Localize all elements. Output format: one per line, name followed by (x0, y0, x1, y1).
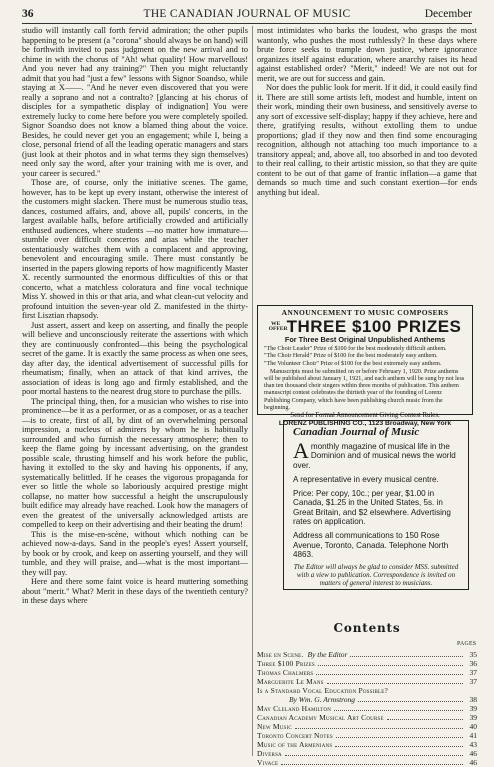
toc-entry-author: By the Editor (307, 650, 348, 659)
journal-ad-price: Price: Per copy, 10c.; per year, $1.00 in Canada, $1.25 in the United States, 5s. in Great Britain, and $2 elsewhere. Advertising rates on application. (293, 489, 451, 527)
body-paragraph: The principal thing, then, for a musician who wishes to rise into prominence—be it as a performer, or as a composer, or as a teacher—is to create, first of all, by dint of an overwhelming personal impression, a nucleus of admirers by whom he is habitually surrounded and who furnish the necessary atmosphere; then to keep the flame going by incessant advertising, on the grandest possible scale, thrusting himself and his work before the public, having it extolled to the sky and having his opponents, if any, systematically belittled. If he ceases the vigorous propaganda for ever so little the whole so laboriously acquired prestige might collapse, no matter how successful a height the unscrupulously built edifice may already have reached. Look how the managers of even the greatest of the universally acknowledged artists are compelled to keep on their advertising and their beating the drum! (22, 396, 248, 529)
body-paragraph: studio will instantly call forth fervid admiration; the other pupils happening to be present (a "corona" should always be on hand) will be forthwith invited to pass judgment on the new arrival and to chime in with the chorus of "Ah! what quality! How marvellous! And you never had any training?" Then you might reluctantly admit that you had "just a few" lessons with Signor Soandso, while staying at X——. "And he never even discovered that you were really a soprano and not a contralto? [glancing at his chorus of disciples for a sympathetic display of indignation] You were extremely lucky to come here before you were completely spoiled. Signor Soandso does not know a blamed thing about the voice. Besides, he could never get you an engagement; while I, being a close, personal friend of all the leading operatic managers and stars (just look at their photos and in what terms they sign themselves) need only say the word, after your training with me is over, and your career is secured." (22, 26, 248, 178)
toc-entry-title: Thomas Chalmers (257, 668, 314, 677)
we-offer-label: WE OFFER (268, 320, 288, 333)
toc-entry-page: 39 (469, 713, 477, 722)
journal-advertisement (283, 420, 469, 590)
prize-headline-row (264, 318, 466, 336)
toc-entry-title: May Cleland Hamilton (257, 704, 332, 713)
prize-subheadline: For Three Best Original Unpublished Anthems (284, 335, 446, 345)
toc-entry[interactable] (257, 740, 477, 749)
page-number: 36 (22, 8, 34, 20)
table-of-contents (257, 650, 477, 767)
body-paragraph: Those are, of course, only the initiative scenes. The game, however, has to be kept up every instant, otherwise the interest of the customers might slacken. There must be numerous studio teas, dances, costumed affairs, and, above all, pupils' concerts, in the largest available halls, before artificially crowded and artificially enthused audiences, where students —no matter how immature—stumble over difficult concertos and arias while the teacher ostentatiously watches them with a complacent and approving, benevolent and encouraging smile. There must constantly be inserted in the papers glowing reports of how magnificently Master X. recently surmounted the enormous difficulties of this or that concerto, what a matchless coloratura and fine vocal technique Miss Y. showed in this or that aria, and what clean-cut velocity and profound intuition the seven-year old Z. manifested in the thirty-first Lisztian rhapsody. (22, 178, 248, 320)
toc-entry[interactable] (257, 659, 477, 668)
toc-entry[interactable] (257, 713, 477, 722)
toc-entry-page: 40 (469, 722, 477, 731)
toc-leader-dots (336, 737, 463, 738)
journal-ad-editor-note: The Editor will always be glad to consider MSS. submitted with a view to publication. Correspondence is invited on matters of general interest to musicians. (293, 563, 459, 587)
toc-entry[interactable] (257, 722, 477, 731)
toc-entry-page: 36 (469, 659, 477, 668)
journal-ad-description (293, 438, 459, 470)
prize-item: "The Choir Herald" Prize of $100 for the best moderately easy anthem. (264, 353, 438, 360)
toc-entry[interactable] (257, 650, 477, 659)
prize-announcement: ANNOUNCEMENT TO MUSIC COMPOSERS (281, 308, 449, 317)
toc-entry-title: Is a Standard Vocal Education Possible? (257, 686, 389, 695)
toc-entry[interactable] (257, 749, 477, 758)
toc-entry-title: Toronto Concert Notes (257, 731, 333, 740)
drop-cap: A (293, 438, 309, 463)
toc-entry[interactable] (257, 677, 477, 686)
toc-leader-dots (295, 728, 463, 729)
toc-entry-page: 37 (469, 677, 477, 686)
body-paragraph: Nor does the public look for merit. If it did, it could easily find it. There are still some artists left, modest and humble, intent on their work, minding their own business, and sensitively averse to any sort of excessive self-display; happy if they achieve, here and there, gratifying results, without extolling them to undue proportions; glad if they now and then find some encouraging recognition, although not attaching too much importance to a transitory appeal; and, above all, too absorbed in and too devoted to their real calling, to their artistic mission, so that they are quite content to be out of that game of frantic inflation—a game that demands so much time and such constant exertion—for ends anything but ideal. (257, 83, 477, 197)
toc-entry-page: 38 (469, 695, 477, 704)
body-paragraph: most intimidates who barks the loudest, who grasps the most wantonly, who pushes the most ruthlessly? In these days where brute force seeks to trample down justice, where ignorance organizes itself against education, where anarchy raises its head against established order? "Merit," indeed! We are not out for merit, we are out for success and gain. (257, 26, 477, 83)
toc-entry-page: 46 (469, 758, 477, 767)
body-paragraph: Here and there some faint voice is heard muttering something about "merit." What? Merit in these days of the twentieth century? in these days where (22, 577, 248, 605)
issue-month: December (424, 8, 472, 20)
toc-entry[interactable] (257, 668, 477, 677)
header-rule (22, 23, 472, 24)
journal-ad-representative: A representative in every musical centre. (293, 474, 439, 484)
toc-entry-page: 43 (469, 740, 477, 749)
contents-pages-label: PAGES (457, 641, 477, 647)
toc-entry-title: Music of the Armenians (257, 740, 333, 749)
toc-entry-title: Canadian Academy Musical Art Course (257, 713, 384, 722)
toc-entry-author: By Wm. G. Armstrong (289, 695, 356, 704)
body-paragraph: This is the mise-en-scène, without which nothing can be achieved now-a-days. Sand in the people's eyes! Assert yourself, by book or by crook, and keep on asserting yourself, and they will tumble, and they will praise, and—what is the most important—they will pay. (22, 529, 248, 577)
prize-advertisement (257, 305, 473, 428)
toc-leader-dots (350, 656, 463, 657)
toc-entry-title: Three $100 Prizes (257, 659, 315, 668)
toc-leader-dots (358, 701, 463, 702)
toc-entry-title: Vivace (257, 758, 279, 767)
toc-entry-title: Diversa (257, 749, 282, 758)
contents-title: Contents (333, 621, 401, 635)
column-divider (252, 26, 253, 756)
toc-entry-title: New Music (257, 722, 292, 731)
toc-entry-page: 41 (469, 731, 477, 740)
toc-entry[interactable] (257, 758, 477, 767)
prize-item: "The Choir Leader" Prize of $100 for the best moderately difficult anthem. (264, 346, 447, 353)
prize-publisher: LORENZ PUBLISHING CO., 1123 Broadway, New York (278, 420, 452, 428)
toc-entry-continuation[interactable] (257, 695, 477, 704)
toc-leader-dots (387, 719, 463, 720)
journal-ad-description-text: monthly magazine of musical life in the Dominion and of musical news the world over. (293, 442, 456, 470)
toc-entry-page: 39 (469, 704, 477, 713)
journal-ad-title: Canadian Journal of Music (293, 426, 420, 438)
prize-headline: THREE $100 PRIZES (286, 317, 462, 337)
toc-entry[interactable] (257, 686, 477, 695)
right-column (257, 26, 477, 197)
toc-entry-title: Marguerite Le Mans (257, 677, 324, 686)
toc-entry-page: 35 (469, 650, 477, 659)
toc-leader-dots (334, 710, 463, 711)
toc-leader-dots (285, 755, 463, 756)
toc-entry-title: Mise en Scene. (257, 650, 304, 659)
toc-leader-dots (327, 683, 463, 684)
journal-ad-address: Address all communications to 150 Rose Avenue, Toronto, Canada. Telephone North 4863. (293, 531, 449, 559)
toc-leader-dots (281, 764, 463, 765)
toc-leader-dots (335, 746, 463, 747)
toc-entry[interactable] (257, 731, 477, 740)
toc-entry-page: 37 (469, 668, 477, 677)
prize-item: "The Volunteer Choir" Prize of $100 for the best extremely easy anthem. (264, 360, 442, 367)
body-paragraph: Just assert, assert and keep on asserting, and finally the people will believe and unconsciously reiterate the assertions with which they are continuously confronted—this being the psychological secret of the game. It is exactly the same process as when one sees, day after day, the identical advertisement of successful pills for rheumatism; finally, when an attack of that kind arrives, the association of ideas is long ago and firmly established, and the poor mortal hastens to the nearest drug store to purchase the pills. (22, 320, 248, 396)
left-column (22, 26, 248, 758)
journal-name: THE CANADIAN JOURNAL OF MUSIC (143, 8, 351, 20)
running-header (22, 7, 472, 21)
prize-rules: Manuscripts must be submitted on or before February 1, 1920. Prize anthems will be published about January 1, 1921, and each anthem will be sung by not less than ten thousand choir singers within three months of publication. This anthem manuscript contest celebrates the thirtieth year of the founding of Lorenz Publishing Company, which have been publishing church music from the beginning. (264, 368, 465, 411)
prize-send-note: Send for Formal Announcement Giving Contest Rules. (290, 412, 440, 420)
toc-leader-dots (316, 674, 463, 675)
toc-leader-dots (318, 665, 463, 666)
toc-entry[interactable] (257, 704, 477, 713)
toc-entry-page: 46 (469, 749, 477, 758)
